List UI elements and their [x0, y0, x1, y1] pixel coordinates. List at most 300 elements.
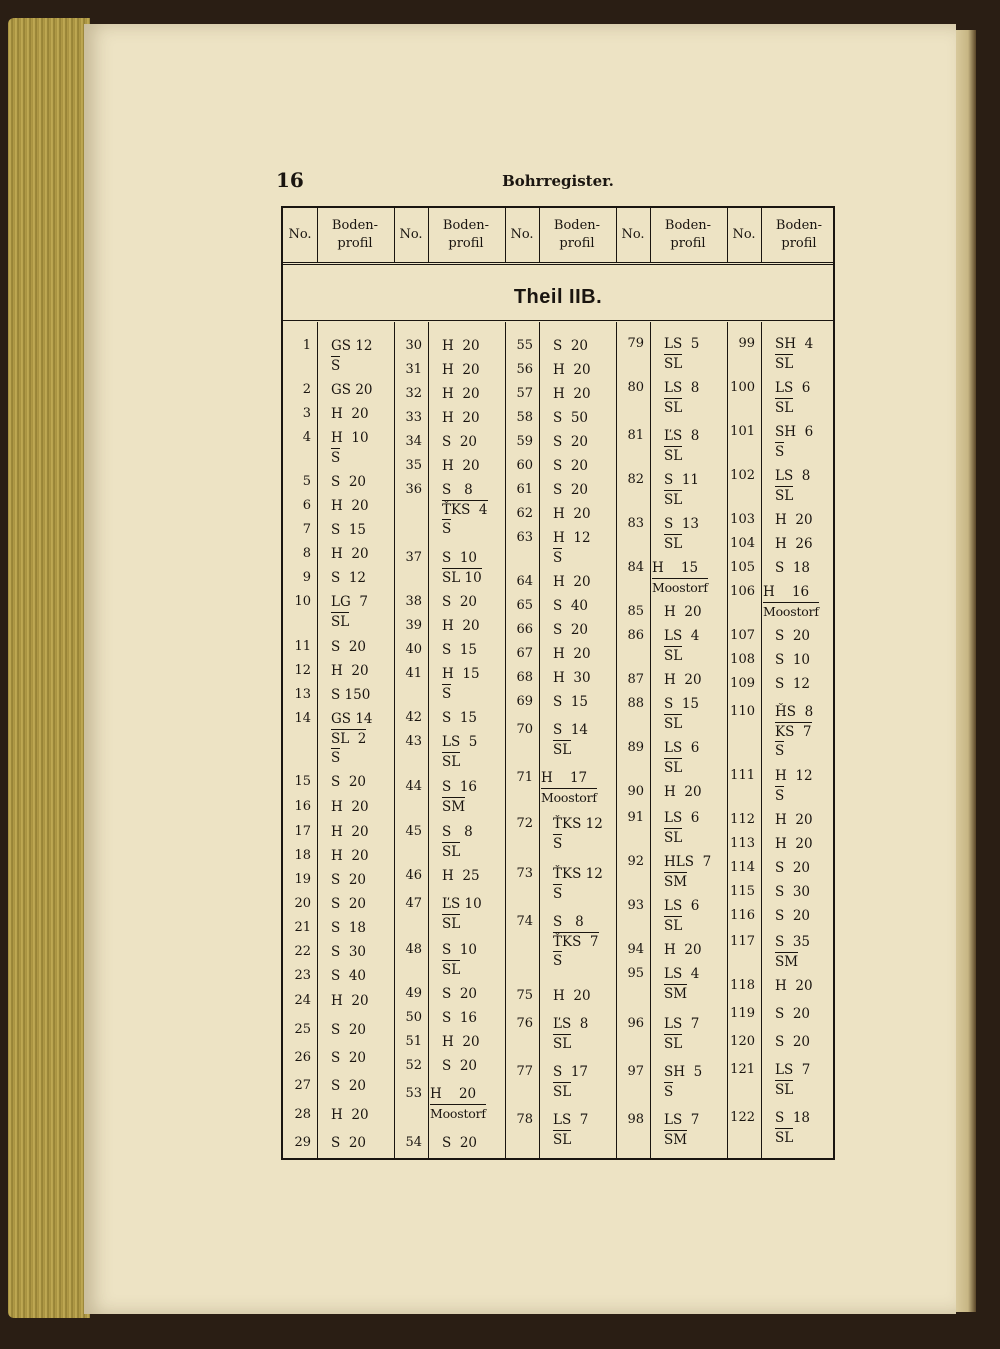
bodenprofil-entry [553, 644, 591, 664]
header-no: No. [288, 227, 312, 242]
profil-lower-layer: S [553, 550, 563, 566]
profil-lower-layer: SL [553, 742, 572, 758]
profil-top-layer: S 40 [331, 968, 367, 984]
entry-number: 53 [405, 1086, 422, 1101]
profil-top-layer: S 15 [442, 710, 478, 726]
profil-top-layer: H 20 [331, 498, 369, 514]
entry-number: 31 [405, 362, 422, 377]
profil-lower-layer: SL [664, 1036, 683, 1052]
bodenprofil-entry [331, 428, 369, 467]
entry-number: 64 [516, 574, 533, 589]
bodenprofil-entry [442, 360, 480, 380]
profil-lower-layer: SL 2 [331, 731, 367, 747]
entry-number: 110 [730, 704, 755, 719]
entry-number: 76 [516, 1016, 533, 1031]
profil-top-layer: LS 5 [664, 336, 700, 352]
bodenprofil-entry [331, 685, 370, 705]
bodenprofil-entry [553, 456, 588, 476]
entry-number: 99 [738, 336, 755, 351]
bodenprofil-entry [775, 858, 810, 878]
entry-number: 122 [730, 1110, 755, 1125]
bodenprofil-entry [442, 664, 480, 703]
profil-lower-layer: SL [664, 830, 683, 846]
bodenprofil-entry [664, 1014, 699, 1053]
profil-top-layer: H 20 [775, 812, 813, 828]
entry-number: 18 [294, 848, 311, 863]
profil-top-layer: LS 7 [553, 1112, 589, 1128]
profil-top-layer: H 20 [331, 848, 369, 864]
bodenprofil-entry [775, 1004, 810, 1024]
profil-lower-layer: S [442, 686, 452, 702]
entry-number: 121 [730, 1062, 755, 1077]
entry-number: 22 [294, 944, 311, 959]
entry-number: 119 [730, 1006, 755, 1021]
profil-top-layer: H 12 [775, 768, 813, 784]
entry-number: 101 [730, 424, 755, 439]
profil-lower-layer: SM [664, 874, 688, 890]
entry-number: 98 [627, 1112, 644, 1127]
column-rule [727, 208, 728, 262]
profil-top-layer: S 50 [553, 410, 589, 426]
bodenprofil-entry [442, 408, 480, 428]
entry-number: 34 [405, 434, 422, 449]
profil-top-layer: S 20 [553, 622, 589, 638]
profil-top-layer: S 20 [331, 474, 367, 490]
profil-top-layer: S 15 [442, 642, 478, 658]
profil-lower-layer: SL [664, 918, 683, 934]
profil-lower-layer: SL [664, 356, 683, 372]
bohrregister-table [281, 206, 835, 1160]
entry-number: 113 [730, 836, 755, 851]
entry-number: 117 [730, 934, 755, 949]
profil-lower-layer: SL [664, 400, 683, 416]
bodenprofil-entry [442, 384, 480, 404]
bodenprofil-entry [664, 1062, 702, 1101]
bodenprofil-entry [553, 596, 588, 616]
column-rule [761, 208, 762, 262]
profil-top-layer: H 20 [331, 406, 369, 422]
profil-lower-layer: SL [442, 916, 461, 932]
entry-number: 109 [730, 676, 755, 691]
profil-top-layer: S 20 [331, 1078, 367, 1094]
entry-number: 32 [405, 386, 422, 401]
bodenprofil-entry [331, 336, 373, 375]
entry-number: 27 [294, 1078, 311, 1093]
profil-top-layer: H 20 [553, 646, 591, 662]
bodenprofil-entry [553, 384, 591, 404]
entry-number: 116 [730, 908, 755, 923]
entry-number: 16 [294, 799, 311, 814]
bodenprofil-entry [553, 986, 591, 1006]
profil-top-layer: GS 20 [331, 382, 373, 398]
bodenprofil-entry [331, 918, 366, 938]
profil-lower-layer: S [553, 953, 563, 969]
bodenprofil-entry [775, 334, 813, 373]
profil-lower-layer: S [775, 444, 785, 460]
profil-top-layer: H 20 [442, 618, 480, 634]
entry-number: 120 [730, 1034, 755, 1049]
entry-number: 24 [294, 993, 311, 1008]
entry-number: 104 [730, 536, 755, 551]
header-bodenprofil: Boden- profil [664, 218, 712, 251]
column-rule [650, 208, 651, 262]
profil-top-layer: H 20 [442, 1034, 480, 1050]
profil-top-layer: S 16 [442, 779, 478, 795]
profil-top-layer: S 150 [331, 687, 371, 703]
profil-top-layer: S 20 [553, 482, 589, 498]
profil-top-layer: H 20 [553, 506, 591, 522]
entry-number: 15 [294, 774, 311, 789]
bodenprofil-entry [553, 814, 603, 853]
profil-top-layer: S 20 [331, 774, 367, 790]
table-header [283, 208, 833, 265]
profil-lower-layer: SL [775, 1082, 794, 1098]
bodenprofil-entry [331, 404, 369, 424]
bodenprofil-entry [331, 772, 366, 792]
bodenprofil-entry [775, 558, 810, 578]
entry-number: 112 [730, 812, 755, 827]
profil-top-layer: S 20 [775, 908, 811, 924]
bodenprofil-entry [442, 822, 473, 861]
entry-number: 66 [516, 622, 533, 637]
entry-number: 71 [516, 770, 533, 785]
bodenprofil-entry [652, 558, 708, 597]
entry-number: 57 [516, 386, 533, 401]
bodenprofil-entry [553, 432, 588, 452]
bodenprofil-entry [442, 984, 477, 1004]
entry-number: 83 [627, 516, 644, 531]
bodenprofil-entry [442, 777, 477, 816]
profil-top-layer: SH 6 [775, 424, 814, 440]
profil-top-layer: S 15 [664, 696, 700, 712]
entry-number: 29 [294, 1135, 311, 1150]
bodenprofil-entry [664, 896, 699, 935]
bodenprofil-entry [442, 336, 480, 356]
bodenprofil-entry [331, 709, 373, 767]
entry-number: 37 [405, 550, 422, 565]
profil-top-layer: S 20 [553, 458, 589, 474]
entry-number: 107 [730, 628, 755, 643]
entry-number: 106 [730, 584, 755, 599]
entry-number: 88 [627, 696, 644, 711]
profil-lower-layer: SL 10 [442, 570, 482, 586]
entry-number: 115 [730, 884, 755, 899]
entry-number: 92 [627, 854, 644, 869]
profil-top-layer: H 20 [331, 546, 369, 562]
profil-top-layer: S 20 [775, 860, 811, 876]
profil-top-layer: S 20 [553, 338, 589, 354]
profil-lower-layer: SL [442, 844, 461, 860]
bodenprofil-entry [331, 966, 366, 986]
profil-top-layer: S 12 [331, 570, 367, 586]
profil-top-layer: LS 7 [664, 1112, 700, 1128]
profil-top-layer: S 8 [442, 482, 473, 498]
entry-number: 40 [405, 642, 422, 657]
column-rule [539, 322, 540, 1158]
column-rule [317, 322, 318, 1158]
entry-number: 102 [730, 468, 755, 483]
profil-top-layer: S 30 [331, 944, 367, 960]
bodenprofil-entry [331, 846, 369, 866]
profil-top-layer: S 20 [775, 628, 811, 644]
profil-top-layer: S 18 [775, 560, 811, 576]
profil-top-layer: H 10 [331, 430, 369, 446]
profil-top-layer: S 15 [553, 694, 589, 710]
bodenprofil-entry [442, 894, 482, 933]
bodenprofil-entry [664, 514, 699, 553]
entry-number: 100 [730, 380, 755, 395]
profil-top-layer: S 20 [442, 986, 478, 1002]
profil-lower-layer: ŤKS 4 [442, 502, 488, 518]
entry-number: 7 [302, 522, 311, 537]
entry-number: 52 [405, 1058, 422, 1073]
profil-lower-layer: SL [775, 1130, 794, 1146]
bodenprofil-entry [775, 466, 810, 505]
bodenprofil-entry [775, 650, 810, 670]
profil-top-layer: S 20 [331, 1135, 367, 1151]
bodenprofil-entry [775, 1060, 810, 1099]
profil-lower-layer: SL [442, 962, 461, 978]
profil-top-layer: H 20 [442, 458, 480, 474]
bodenprofil-entry [553, 912, 599, 970]
profil-top-layer: S 20 [442, 434, 478, 450]
entry-number: 59 [516, 434, 533, 449]
profil-top-layer: H 20 [331, 1107, 369, 1123]
entry-number: 58 [516, 410, 533, 425]
profil-top-layer: H 20 [331, 824, 369, 840]
profil-lower-layer: SM [442, 799, 466, 815]
bodenprofil-entry [664, 426, 699, 465]
entry-number: 91 [627, 810, 644, 825]
profil-top-layer: S 11 [664, 472, 700, 488]
bodenprofil-entry [553, 620, 588, 640]
bodenprofil-entry [331, 797, 369, 817]
column-rule [394, 208, 395, 262]
entry-number: 43 [405, 734, 422, 749]
profil-lower-layer: SL [664, 760, 683, 776]
entry-number: 103 [730, 512, 755, 527]
entry-number: 73 [516, 866, 533, 881]
column-rule [539, 208, 540, 262]
bodenprofil-entry [664, 964, 699, 1003]
profil-lower-layer: ŤKS 7 [553, 934, 599, 950]
entry-number: 70 [516, 722, 533, 737]
profil-lower-layer: SL [664, 716, 683, 732]
bodenprofil-entry [664, 782, 702, 802]
profil-top-layer: S 20 [331, 872, 367, 888]
bodenprofil-entry [664, 738, 699, 777]
entry-number: 35 [405, 458, 422, 473]
entry-number: 38 [405, 594, 422, 609]
entry-number: 44 [405, 779, 422, 794]
profil-top-layer: H 26 [775, 536, 813, 552]
entry-number: 86 [627, 628, 644, 643]
profil-top-layer: LS 8 [664, 380, 700, 396]
bodenprofil-entry [442, 732, 477, 771]
entry-number: 96 [627, 1016, 644, 1031]
header-bodenprofil: Boden- profil [775, 218, 823, 251]
bodenprofil-entry [331, 380, 373, 400]
entry-number: 36 [405, 482, 422, 497]
entry-number: 30 [405, 338, 422, 353]
profil-top-layer: H 17 [541, 770, 588, 786]
bodenprofil-entry [775, 702, 813, 760]
entry-number: 84 [627, 560, 644, 575]
profil-top-layer: H 20 [664, 604, 702, 620]
bodenprofil-entry [775, 906, 810, 926]
bodenprofil-entry [775, 534, 813, 554]
bodenprofil-entry [331, 568, 366, 588]
entry-number: 85 [627, 604, 644, 619]
entry-number: 49 [405, 986, 422, 1001]
profil-top-layer: H 20 [775, 836, 813, 852]
column-rule [428, 322, 429, 1158]
bodenprofil-entry [331, 661, 369, 681]
entry-number: 62 [516, 506, 533, 521]
entry-number: 11 [294, 639, 311, 654]
profil-top-layer: S 20 [553, 434, 589, 450]
book-edge-left [8, 18, 90, 1318]
bodenprofil-entry [553, 668, 591, 688]
profil-lower-layer: S [331, 450, 341, 466]
entry-number: 10 [294, 594, 311, 609]
entry-number: 2 [302, 382, 311, 397]
bodenprofil-entry [541, 768, 597, 807]
profil-top-layer: S 17 [553, 1064, 589, 1080]
profil-lower-layer: S [664, 1084, 674, 1100]
bodenprofil-entry [775, 810, 813, 830]
column-rule [505, 208, 506, 262]
entry-number: 89 [627, 740, 644, 755]
profil-top-layer: ĽS 10 [442, 896, 482, 912]
profil-top-layer: S 20 [331, 639, 367, 655]
profil-lower-layer: SM [775, 954, 799, 970]
bodenprofil-entry [331, 870, 366, 890]
entry-number: 20 [294, 896, 311, 911]
entry-number: 14 [294, 711, 311, 726]
entry-number: 72 [516, 816, 533, 831]
bodenprofil-entry [775, 976, 813, 996]
bodenprofil-entry [775, 766, 813, 805]
profil-top-layer: S 10 [442, 942, 478, 958]
profil-top-layer: H 20 [331, 993, 369, 1009]
bodenprofil-entry [442, 1008, 477, 1028]
column-rule [727, 322, 728, 1158]
profil-top-layer: S 16 [442, 1010, 478, 1026]
column-rule [761, 322, 762, 1158]
entry-number: 54 [405, 1135, 422, 1150]
profil-top-layer: LG 7 [331, 594, 368, 610]
profil-top-layer: H 20 [442, 410, 480, 426]
entry-number: 6 [302, 498, 311, 513]
entry-number: 55 [516, 338, 533, 353]
profil-top-layer: H 20 [664, 784, 702, 800]
bodenprofil-entry [553, 572, 591, 592]
profil-top-layer: S 10 [775, 652, 811, 668]
profil-lower-layer: SL [664, 448, 683, 464]
entry-number: 9 [302, 570, 311, 585]
profil-top-layer: H 12 [553, 530, 591, 546]
entry-number: 63 [516, 530, 533, 545]
entry-number: 87 [627, 672, 644, 687]
bodenprofil-entry [775, 674, 810, 694]
entry-number: 114 [730, 860, 755, 875]
profil-top-layer: S 8 [442, 824, 473, 840]
bodenprofil-entry [442, 548, 482, 587]
bodenprofil-entry [775, 626, 810, 646]
profil-top-layer: H 16 [763, 584, 810, 600]
profil-top-layer: H 20 [331, 799, 369, 815]
bodenprofil-entry [331, 894, 366, 914]
entry-number: 51 [405, 1034, 422, 1049]
profil-top-layer: SH 4 [775, 336, 814, 352]
bodenprofil-entry [553, 1062, 588, 1101]
entry-number: 67 [516, 646, 533, 661]
bodenprofil-entry [664, 852, 711, 891]
profil-top-layer: S 20 [331, 1050, 367, 1066]
bodenprofil-entry [331, 1020, 366, 1040]
profil-top-layer: S 12 [775, 676, 811, 692]
entry-number: 33 [405, 410, 422, 425]
bodenprofil-entry [553, 336, 588, 356]
bodenprofil-entry [775, 932, 810, 971]
bodenprofil-entry [442, 592, 477, 612]
profil-top-layer: S 30 [775, 884, 811, 900]
bodenprofil-entry [331, 544, 369, 564]
entry-number: 42 [405, 710, 422, 725]
profil-top-layer: H 20 [553, 386, 591, 402]
profil-lower-layer: S [553, 886, 563, 902]
header-no: No. [510, 227, 534, 242]
entry-number: 28 [294, 1107, 311, 1122]
profil-top-layer: S 15 [331, 522, 367, 538]
entry-number: 78 [516, 1112, 533, 1127]
profil-top-layer: ĽS 8 [664, 428, 700, 444]
profil-top-layer: ŤKS 12 [553, 866, 603, 882]
profil-top-layer: GS 12 [331, 338, 373, 354]
bodenprofil-entry [442, 866, 480, 886]
header-no: No. [621, 227, 645, 242]
entry-number: 23 [294, 968, 311, 983]
running-head: Bohrregister. [502, 172, 614, 190]
bodenprofil-entry [331, 1048, 366, 1068]
bodenprofil-entry [553, 408, 588, 428]
profil-top-layer: LS 8 [775, 468, 811, 484]
profil-top-layer: H 20 [331, 663, 369, 679]
profil-lower-layer: Moostorf [652, 580, 708, 595]
entry-number: 94 [627, 942, 644, 957]
bodenprofil-entry [331, 496, 369, 516]
entry-number: 111 [730, 768, 755, 783]
entry-number: 80 [627, 380, 644, 395]
bodenprofil-entry [331, 1133, 366, 1153]
profil-top-layer: HLS 7 [664, 854, 712, 870]
entry-number: 5 [302, 474, 311, 489]
section-title: Theil IIB. [513, 286, 603, 308]
profil-top-layer: H 20 [442, 338, 480, 354]
bodenprofil-entry [775, 378, 810, 417]
bodenprofil-entry [442, 456, 480, 476]
bodenprofil-entry [664, 602, 702, 622]
bodenprofil-entry [331, 520, 366, 540]
profil-top-layer: ĽS 8 [553, 1016, 589, 1032]
profil-top-layer: SH 5 [664, 1064, 703, 1080]
profil-top-layer: S 20 [442, 1135, 478, 1151]
bodenprofil-entry [664, 626, 699, 665]
profil-top-layer: LS 6 [775, 380, 811, 396]
bodenprofil-entry [553, 504, 591, 524]
profil-top-layer: H 20 [664, 672, 702, 688]
